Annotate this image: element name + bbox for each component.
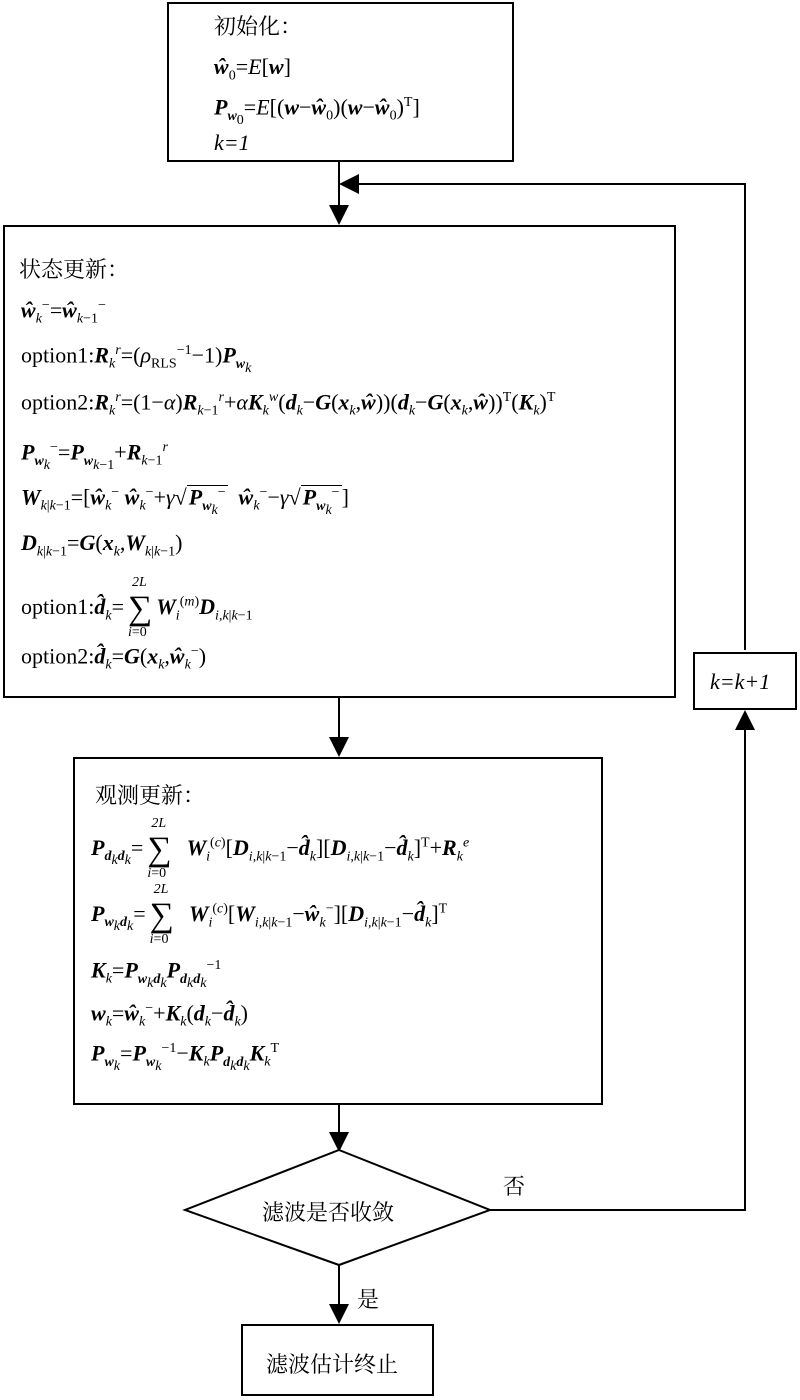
state-eq-p-prior: $P_{w_k}^-=P_{w_{k-1}}+R_{k-1}^r$	[21, 439, 168, 473]
obs-eq-pwd: $P_{w_kd_k}=$ 2L ∑ i=0 $W_i^{(c)}[W_{i,k|k-1}-ŵ_k^-][D_{i,k|k-1}-d̂_k]^T$	[91, 882, 448, 947]
state-opt1b-prefix: option1:	[21, 594, 95, 620]
obs-eq-p-update: $P_{w_k}=P_{w_k}^{-1}-K_kP_{d_kd_k}K_k^T$	[91, 1040, 280, 1074]
init-box	[167, 2, 514, 162]
end-box	[241, 1324, 434, 1396]
state-eq-wk-prior: $ŵ_k^-=ŵ_{k-1}^-$	[21, 297, 106, 327]
obs-eq-pdd: $P_{d_kd_k}=$ 2L ∑ i=0 $W_i^{(c)}[D_{i,k|k-1}-d̂_k][D_{i,k|k-1}-d̂_k]^T+R_k^e$	[91, 816, 470, 881]
state-title: 状态更新：	[19, 258, 130, 283]
init-eq-w0: $ŵ_0=E[w]$	[214, 54, 291, 84]
state-eq-sigma-points: $W_{k|k-1}=[ŵ_k^-$ $ŵ_k^-+\gamma√P_{w_k}^-$ $ŵ_k^--\gamma√P_{w_k}^-$]	[21, 484, 349, 518]
state-opt2b-prefix: option2:	[21, 643, 95, 669]
increment-box	[693, 652, 797, 710]
state-eq-option1-dhat: $option1:d̂_k=$ 2L ∑ i=0 $W_i^{(m)}D_{i,k|k-1}$	[21, 575, 253, 640]
decision-no-label: 否	[503, 1175, 526, 1200]
observation-update-box	[73, 757, 603, 1105]
init-eq-k: k=1	[214, 130, 250, 155]
obs-eq-w-update: $w_k=ŵ_k^-+K_k(d_k-d̂_k)$	[91, 1000, 248, 1030]
end-label: 滤波估计终止	[266, 1353, 399, 1378]
state-eq-d-propagate: $D_{k|k-1}=G(x_k,W_{k|k-1})$	[21, 530, 183, 560]
init-eq-pw0: $P_{w_0}=E[(w-ŵ_0)(w-ŵ_0)^T]$	[214, 94, 420, 128]
state-opt2-prefix: option2:	[21, 389, 95, 415]
obs-eq-gain: $K_k=P_{w_kd_k}P_{d_kd_k}^{-1}$	[91, 957, 222, 991]
state-update-box	[3, 225, 676, 698]
state-opt1-prefix: option1:	[21, 342, 95, 368]
increment-label: k=k+1	[710, 669, 771, 694]
decision-yes-label: 是	[357, 1288, 380, 1313]
init-title: 初始化：	[214, 15, 303, 40]
decision-label: 滤波是否收敛	[262, 1201, 395, 1226]
obs-title: 观测更新：	[95, 784, 206, 809]
state-eq-option1-r: $option1:R_k^r=(\rho_{RLS}^{-1}-1)P_{w_k}$	[21, 342, 252, 376]
state-eq-option2-r: $option2:R_k^r=(1-\alpha)R_{k-1}^r+\alpha K_k^w(d_k-G(x_k,ŵ))(d_k-G(x_k,ŵ))^T(K_k)^T$	[21, 389, 556, 419]
state-eq-option2-dhat: $option2:d̂_k=G(x_k,ŵ_k^-)$	[21, 643, 207, 673]
